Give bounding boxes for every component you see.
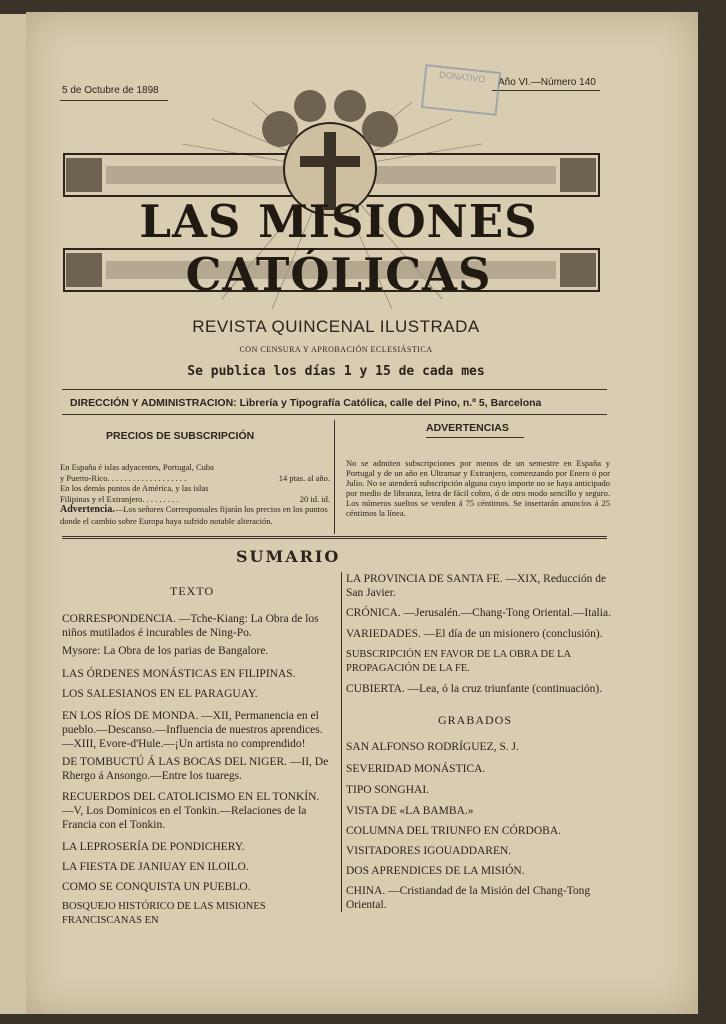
- subscription-row-1: [60, 473, 330, 484]
- toc-item-9: LA FIESTA DE JANIUAY EN ILOILO.: [62, 861, 249, 873]
- toc-right-item-1: LA PROVINCIA DE SANTA FE. —XIX, Reducción de San Javier.: [346, 573, 607, 599]
- subscription-line-2: y Puerto-Rico. . . . . . . . . . . . . . . . . . .: [60, 472, 187, 483]
- subscription-table: [60, 462, 330, 526]
- issue-number: Año VI.—Número 140: [498, 77, 596, 88]
- newspaper-page: [26, 12, 698, 1014]
- toc-item-5: EN LOS RÍOS DE MONDA. —XII, Permanencia en el pueblo.—Descanso.—Influencia de nuestros aprendices. —XIII, Evore-d'Hule.—¡Un artista no comprendido!: [62, 710, 323, 750]
- stamp-text: DONATIVO: [438, 69, 486, 85]
- toc-right-item-4: SUBSCRIPCIÓN EN FAVOR DE LA OBRA DE LA PROPAGACIÓN DE LA FE.: [346, 649, 571, 674]
- address-line: DIRECCIÓN Y ADMINISTRACION: Librería y Tipografía Católica, calle del Pino, n.º 5, Barcelona: [70, 397, 542, 409]
- toc-item-10: COMO SE CONQUISTA UN PUEBLO.: [62, 881, 251, 893]
- toc-item-4: LOS SALESIANOS EN EL PARAGUAY.: [62, 688, 258, 700]
- publication-schedule: Se publica los días 1 y 15 de cada mes: [187, 364, 485, 379]
- price-abroad: 20 id. id.: [299, 493, 330, 504]
- toc-item-11: BOSQUEJO HISTÓRICO DE LAS MISIONES FRANCISCANAS EN: [62, 901, 266, 926]
- subscription-line-1: En España é islas adyacentes, Portugal, Cuba: [60, 462, 214, 472]
- subscription-row-2: [60, 494, 330, 505]
- toc-item-7: RECUERDOS DEL CATOLICISMO EN EL TONKÍN. —V, Los Dominicos en el Tonkin.—Relaciones de la Francia con el Tonkin.: [62, 791, 320, 831]
- toc-item-8: LA LEPROSERÍA DE PONDICHERY.: [62, 841, 245, 853]
- rule-top: [62, 389, 607, 390]
- toc-right-item-5: CUBIERTA. —Lea, ó la cruz triunfante (continuación).: [346, 683, 603, 695]
- notices-text: No se admiten subscripciones por menos de un semestre en España y Portugal y de un año en Ultramar y Extranjero, comenzando por Enero ó por Julio. No se atenderá subscripción alguna cuyo importe no se haya anticipado por medio de libranza, letra de fácil cobro, ó de otro modo sencillo y seguro. Los números sueltos se venden á 75 céntimos. Se insertarán anuncios á 25 céntimos la línea.: [346, 458, 610, 518]
- masthead-title: LAS MISIONES CATÓLICAS: [139, 195, 538, 301]
- header-column-divider: [334, 420, 335, 534]
- price-spain: 14 ptas. al año.: [278, 472, 330, 483]
- notices-underline: [426, 437, 524, 438]
- rule-address: [62, 414, 607, 415]
- text-heading: TEXTO: [170, 584, 215, 598]
- engraving-8: CHINA. —Cristiandad de la Misión del Chang-Tong Oriental.: [346, 885, 591, 911]
- subscription-heading: PRECIOS DE SUBSCRIPCIÓN: [106, 430, 255, 442]
- engraving-2: SEVERIDAD MONÁSTICA.: [346, 763, 486, 775]
- subscription-line-3: En los demás puntos de América, y las islas: [60, 483, 209, 493]
- toc-right-item-3: VARIEDADES. —El día de un misionero (conclusión).: [346, 628, 603, 640]
- subscription-line-4: Filipinas y el Extranjero. . . . . . . . .: [60, 493, 179, 504]
- subscription-advert: [60, 504, 330, 526]
- rule-double: [62, 536, 607, 539]
- engraving-7: DOS APRENDICES DE LA MISIÓN.: [346, 865, 525, 877]
- toc-item-3: LAS ÓRDENES MONÁSTICAS EN FILIPINAS.: [62, 668, 296, 680]
- toc-item-2: Mysore: La Obra de los parias de Bangalore.: [62, 645, 269, 657]
- engraving-5: COLUMNA DEL TRIUNFO EN CÓRDOBA.: [346, 825, 561, 837]
- engraving-1: SAN ALFONSO RODRÍGUEZ, S. J.: [346, 741, 519, 753]
- engraving-4: VISTA DE «LA BAMBA.»: [346, 805, 474, 817]
- approval-line: CON CENSURA Y APROBACIÓN ECLESIÁSTICA: [239, 345, 433, 354]
- summary-heading: SUMARIO: [236, 547, 341, 566]
- engraving-3: TIPO SONGHAI.: [346, 784, 430, 796]
- issue-date: 5 de Octubre de 1898: [62, 85, 159, 96]
- masthead-subtitle: REVISTA QUINCENAL ILUSTRADA: [192, 317, 480, 336]
- notices-heading: ADVERTENCIAS: [426, 422, 509, 434]
- toc-item-1: CORRESPONDENCIA. —Tche-Kiang: La Obra de los niños mutilados é incurables de Ning-Po.: [62, 613, 319, 639]
- summary-column-divider: [341, 572, 342, 912]
- engravings-heading: GRABADOS: [438, 713, 513, 727]
- previous-page-edge: [0, 14, 28, 1014]
- toc-item-6: DE TOMBUCTÚ Á LAS BOCAS DEL NIGER. —II, De Rhergo á Ansongo.—Entre los tuaregs.: [62, 756, 329, 782]
- toc-right-item-2: CRÓNICA. —Jerusalén.—Chang-Tong Oriental.—Italia.: [346, 607, 611, 619]
- engraving-6: VISITADORES IGOUADDAREN.: [346, 845, 512, 857]
- advert-label: Advertencia.: [60, 504, 115, 515]
- advert-text: —Los señores Corresponsales fijarán los precios en los puntos donde el cambio sobre Europa haya sufrido notable alteración.: [60, 504, 328, 526]
